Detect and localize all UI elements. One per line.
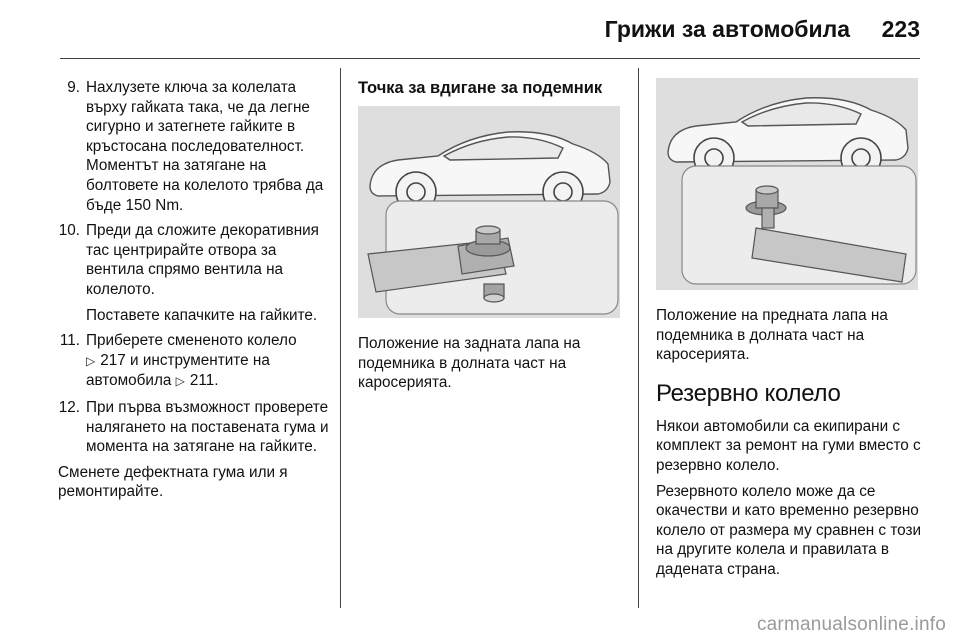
column-divider-left: [340, 68, 341, 608]
header-rule: [60, 58, 920, 59]
page-number: 223: [881, 16, 920, 42]
closing-text: Сменете дефектната гума или я ремонтирайте.: [58, 463, 288, 501]
page-ref-link[interactable]: 217: [100, 351, 126, 369]
triangle-right-icon: ▷: [175, 374, 185, 389]
watermark: carmanualsonline.info: [756, 614, 946, 635]
step-text: Поставете капачките на гайките.: [86, 306, 318, 324]
step-number: 10.: [58, 222, 80, 240]
spare-wheel-paragraph-2: Резервното колело може да се окачестви и като временно резервно колело от размера му сравнен с този на другите колела и правилата в дадената страна.: [656, 482, 922, 578]
step-number: 11.: [59, 332, 80, 350]
step-number: 12.: [58, 398, 80, 416]
step-text: [86, 331, 330, 392]
left-column: [58, 78, 330, 502]
step-text-part: и инструментите на автомобила: [86, 351, 270, 390]
rear-lift-point-figure: [358, 106, 620, 318]
triangle-right-icon: ▷: [86, 353, 96, 368]
step-text-part: .: [214, 372, 219, 390]
step-number: 9.: [67, 79, 80, 96]
rear-lift-illustration: [358, 106, 620, 318]
middle-column: [358, 78, 626, 393]
column-divider-right: [638, 68, 639, 608]
spare-wheel-paragraph-1: Някои автомобили са екипирани с комплект за ремонт на гуми вместо с резервно колело.: [656, 417, 921, 474]
step-text: Нахлузете ключа за колелата върху гайката така, че да легне сигурно и затегнете гайките в кръстосана последователност. Моментът на затягане на болтовете на колелото трябва да бъде 150 Nm.: [86, 79, 324, 214]
rear-lift-caption: Положение на задната лапа на подемника в долната част на каросерията.: [358, 335, 581, 392]
step-text: При първа възможност проверете налягането на поставената гума и момента на затягане на гайките.: [86, 398, 329, 456]
step-10: [58, 221, 330, 325]
step-12: [58, 398, 330, 457]
page-header-title: Грижи за автомобила: [604, 16, 850, 42]
section-heading-spare-wheel: Резервно колело: [656, 379, 841, 407]
step-9: [58, 78, 330, 215]
step-text-part: Приберете смененото колело: [86, 332, 297, 350]
section-heading-lift-points: Точка за вдигане за подемник: [358, 79, 603, 97]
step-text: Преди да сложите декоративния тас центрирайте отвора за вентила спрямо вентила на колелото.: [86, 222, 319, 298]
step-11: [58, 331, 330, 392]
right-column: [656, 78, 924, 586]
front-lift-point-figure: [656, 78, 918, 290]
front-lift-caption: Положение на предната лапа на подемника в долната част на каросерията.: [656, 307, 888, 364]
page-ref-link[interactable]: 211: [189, 372, 215, 390]
front-lift-illustration: [656, 78, 918, 290]
